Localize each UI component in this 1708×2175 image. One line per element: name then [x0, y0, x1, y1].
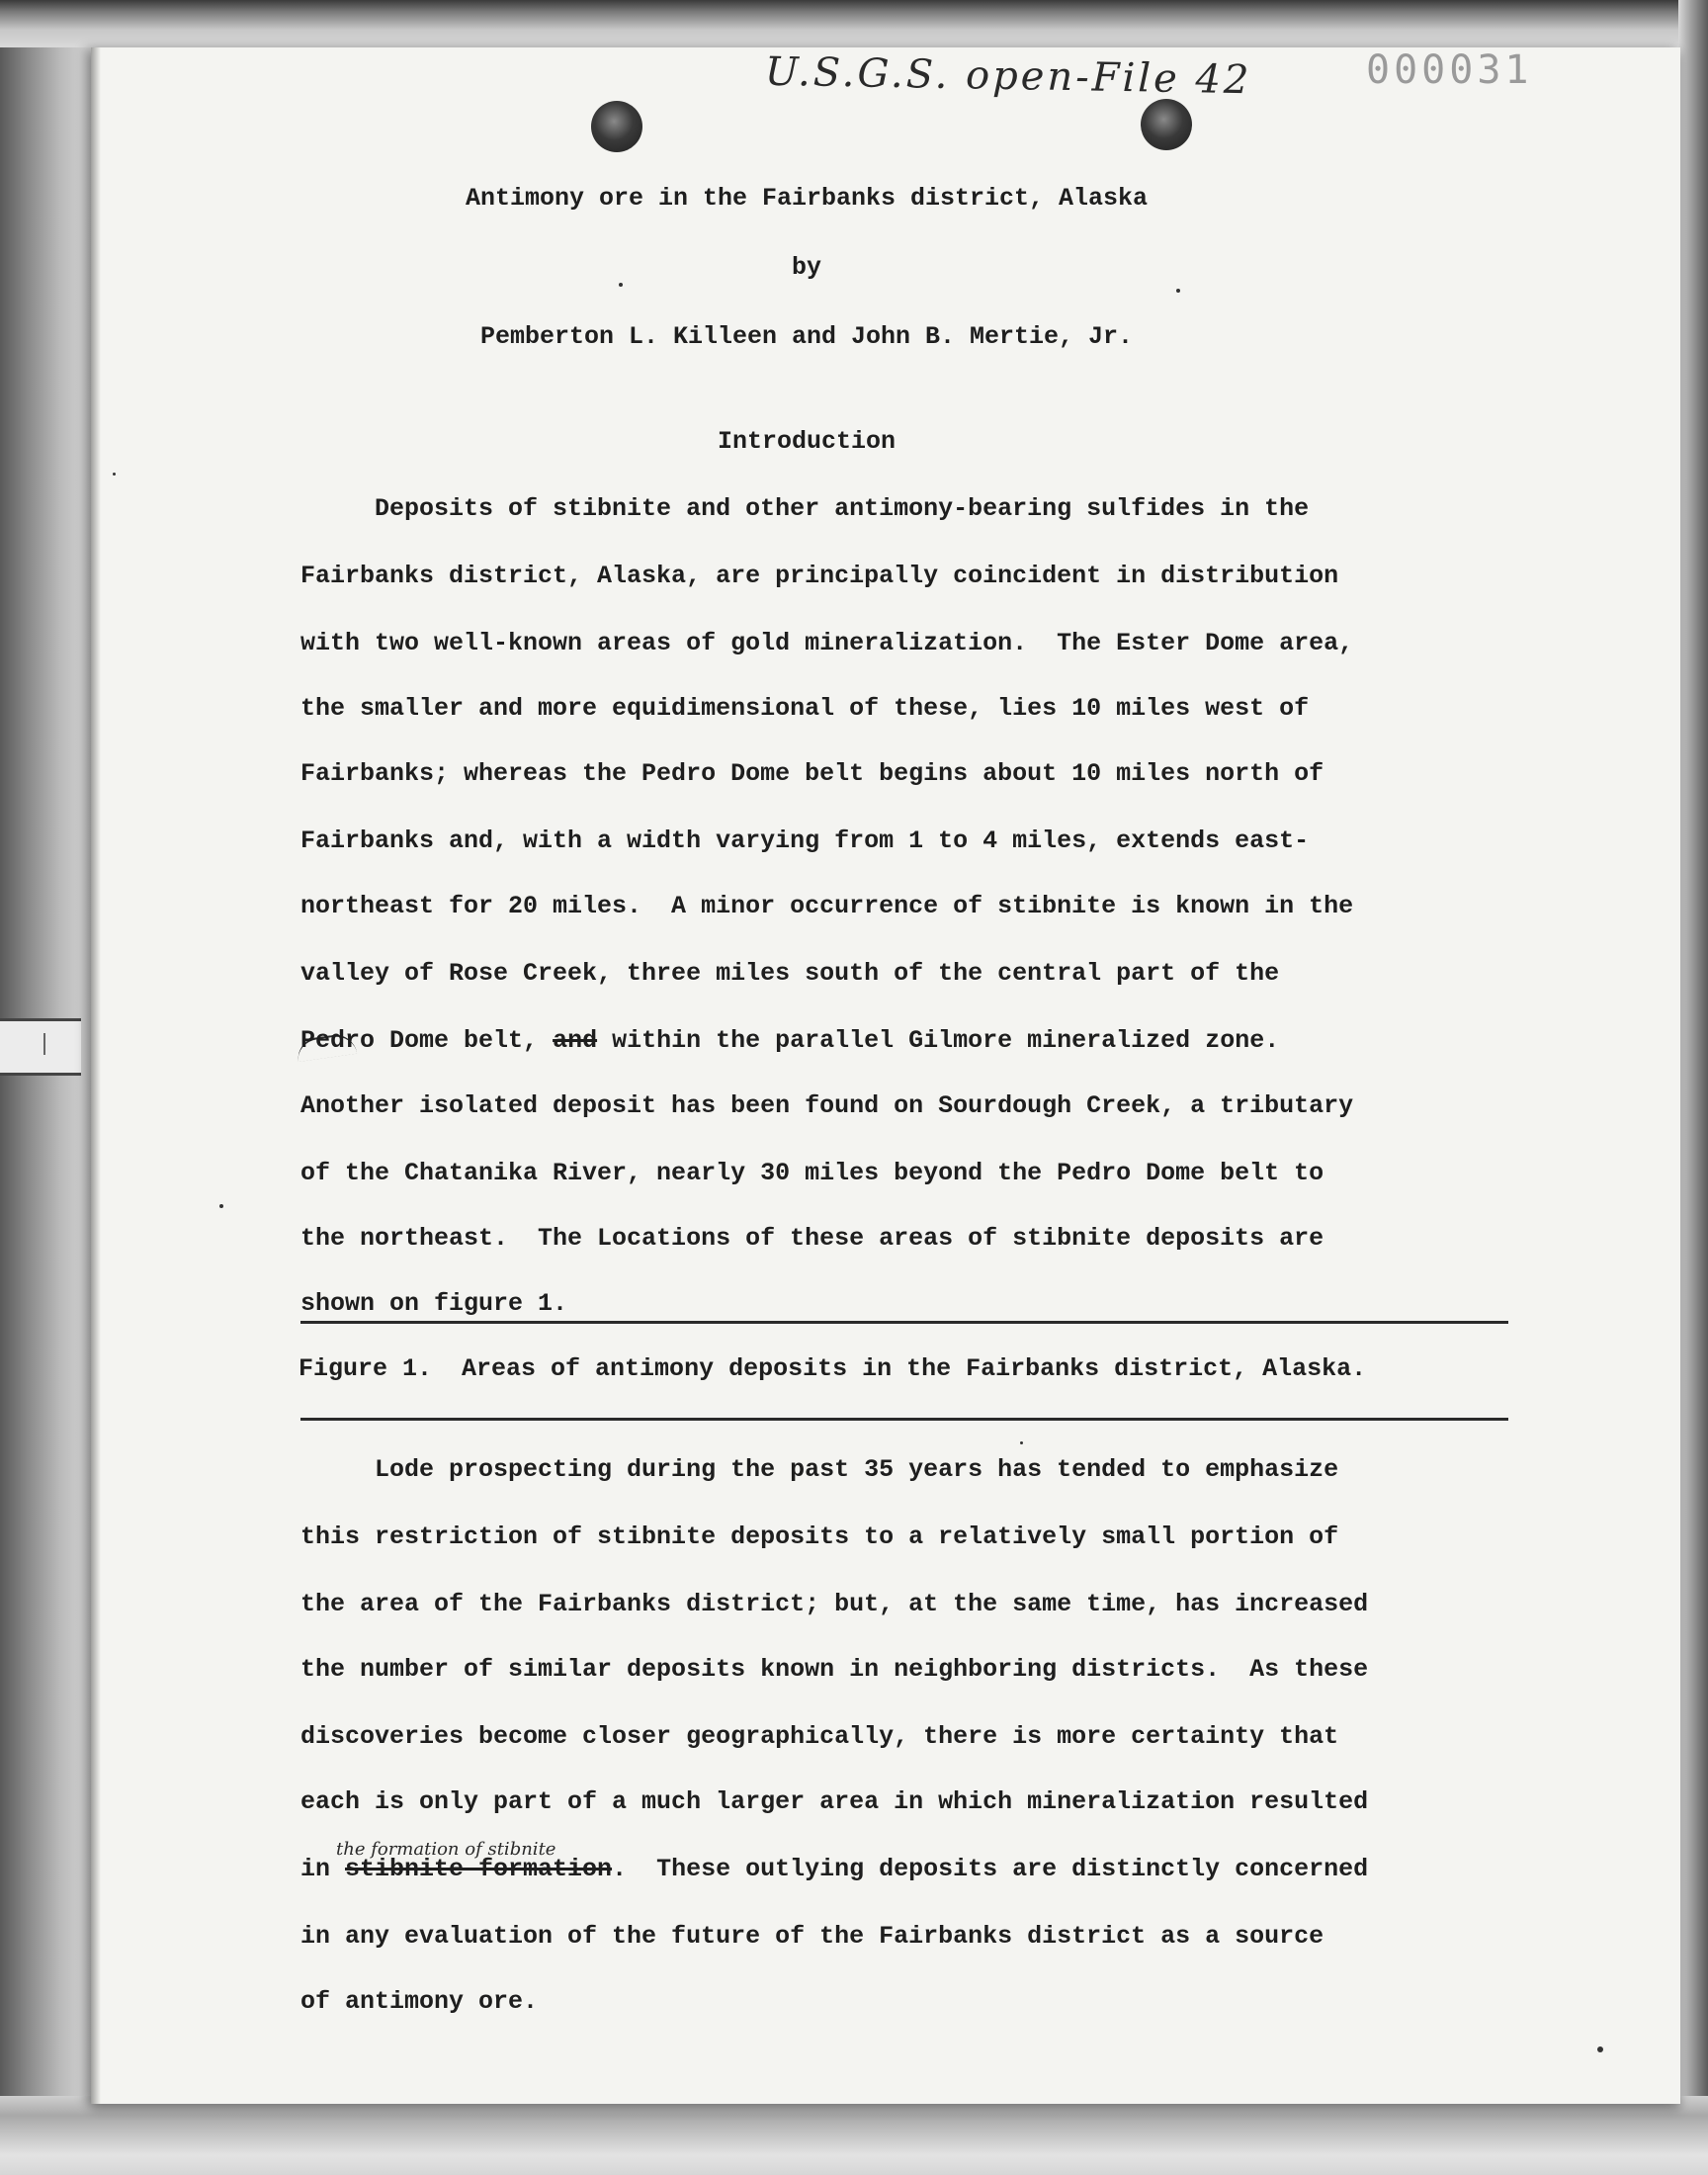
paragraph2-line-2: this restriction of stibnite deposits to a relatively small portion of: [300, 1522, 1339, 1551]
scan-speck: [1176, 289, 1180, 293]
scan-right-border: [1678, 0, 1708, 2175]
punch-hole-left: [591, 101, 642, 152]
struck-word: and: [553, 1026, 598, 1055]
line9-end: within the parallel Gilmore mineralized zone.: [612, 1026, 1280, 1055]
paragraph1-line-13: shown on figure 1.: [300, 1289, 568, 1318]
paragraph1-line-10: Another isolated deposit has been found on Sourdough Creek, a tributary: [300, 1091, 1354, 1120]
scan-bottom-border: [0, 2096, 1708, 2175]
paragraph2-line-9: of antimony ore.: [300, 1987, 539, 2016]
document-page: [91, 47, 1680, 2104]
handwritten-insertion: the formation of stibnite: [336, 1839, 556, 1860]
paragraph1-line-7: northeast for 20 miles. A minor occurrence of stibnite is known in the: [300, 892, 1354, 920]
paragraph2-line-5: discoveries become closer geographically, there is more certainty that: [300, 1722, 1339, 1751]
line7-start: in: [300, 1855, 346, 1883]
scan-speck: [619, 283, 623, 287]
paragraph1-line-3: with two well-known areas of gold mineralization. The Ester Dome area,: [300, 629, 1354, 657]
paragraph1-line-5: Fairbanks; whereas the Pedro Dome belt begins about 10 miles north of: [300, 759, 1324, 788]
document-authors: Pemberton L. Killeen and John B. Mertie, Jr.: [479, 322, 1134, 351]
paragraph2-line-4: the number of similar deposits known in neighboring districts. As these: [300, 1655, 1369, 1684]
figure-rule-bottom: [300, 1418, 1508, 1421]
figure-rule-top: [300, 1321, 1508, 1324]
paragraph2-line-8: in any evaluation of the future of the Fairbanks district as a source: [300, 1922, 1324, 1951]
section-heading-introduction: Introduction: [717, 427, 897, 456]
paragraph1-line-12: the northeast. The Locations of these areas of stibnite deposits are: [300, 1224, 1324, 1253]
paragraph1-line-8: valley of Rose Creek, three miles south of the central part of the: [300, 959, 1280, 988]
scan-speck: [219, 1204, 223, 1208]
paragraph1-line-1: Deposits of stibnite and other antimony-bearing sulfides in the: [300, 494, 1310, 523]
binder-tab: [0, 1018, 81, 1076]
document-stamp-number: 000031: [1366, 47, 1533, 93]
paragraph2-line-3: the area of the Fairbanks district; but, at the same time, has increased: [300, 1590, 1369, 1618]
figure-caption: Figure 1. Areas of antimony deposits in the Fairbanks district, Alaska.: [299, 1354, 1367, 1383]
byline-by: by: [791, 253, 821, 282]
scan-speck: [1020, 1441, 1023, 1444]
scan-speck: [1597, 2046, 1603, 2052]
binder-tab-mark: [43, 1033, 59, 1055]
paragraph1-line-9: [300, 1026, 1279, 1055]
struck-phrase: stibnite formation: [345, 1855, 613, 1883]
document-title: Antimony ore in the Fairbanks district, Alaska: [465, 184, 1149, 213]
punch-hole-right: [1141, 99, 1192, 150]
handwritten-file-label: U.S.G.S. open-File 42: [764, 48, 1252, 104]
paragraph1-line-4: the smaller and more equidimensional of these, lies 10 miles west of: [300, 694, 1310, 723]
scan-speck: [113, 473, 116, 476]
paragraph1-line-11: of the Chatanika River, nearly 30 miles beyond the Pedro Dome belt to: [300, 1159, 1324, 1187]
scan-top-border: [0, 0, 1708, 47]
line9-start: Pedro Dome belt,: [300, 1026, 539, 1055]
page-edge-shadow: [91, 47, 101, 2104]
line7-end: . These outlying deposits are distinctly concerned: [612, 1855, 1369, 1883]
paragraph1-line-6: Fairbanks and, with a width varying from 1 to 4 miles, extends east-: [300, 826, 1310, 855]
paragraph2-line-6: each is only part of a much larger area in which mineralization resulted: [300, 1787, 1369, 1816]
paragraph2-line-1: Lode prospecting during the past 35 years has tended to emphasize: [300, 1455, 1339, 1484]
paragraph2-line-7: [300, 1855, 1368, 1883]
paragraph1-line-2: Fairbanks district, Alaska, are principally coincident in distribution: [300, 562, 1339, 590]
